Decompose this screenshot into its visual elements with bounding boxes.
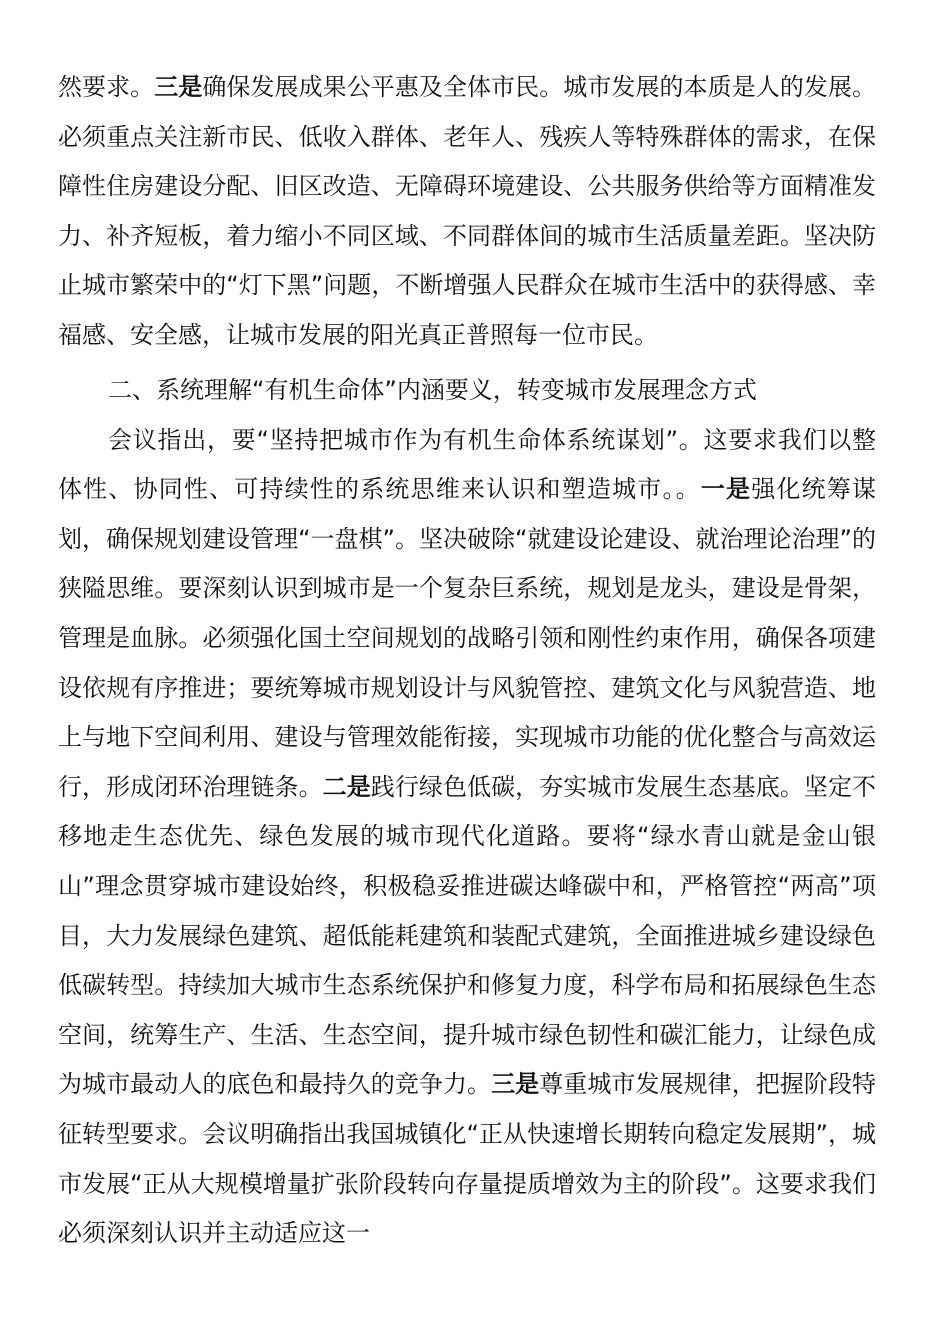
paragraph-2-point-1-text: 强化统筹谋划，确保规划建设管理“一盘棋”。坚决破除“就建设论建设、就治理论治理”的狭隘思维。要深刻认识到城市是一个复杂巨系统，规划是龙头，建设是骨架，管理是血脉。必须强化国土空间规划的战略引领和刚性约束作用，确保各项建设依规有序推进；要统筹城市规划设计与风貌管控、建筑文化与风貌营造、地上与地下空间利用、建设与管理效能衔接，实现城市功能的优化整合与高效运行，形成闭环治理链条。 bbox=[58, 475, 876, 801]
paragraph-1-bold-point-3: 三是 bbox=[154, 73, 203, 101]
paragraph-2-bold-point-3: 三是 bbox=[491, 1070, 540, 1099]
paragraph-2-point-3-text: 尊重城市发展规律，把握阶段特征转型要求。会议明确指出我国城镇化“正从快速增长期转向稳定发展期”，城市发展“正从大规模增量扩张阶段转向存量提质增效为主的阶段”。这要求我们必须深刻认识并主动适应这一 bbox=[58, 1070, 877, 1248]
paragraph-2-bold-point-1: 一是 bbox=[700, 475, 752, 504]
paragraph-continued bbox=[58, 63, 876, 361]
paragraph-2-intro: 会议指出，要“坚持把城市作为有机生命体系统谋划”。这要求我们以整体性、协同性、可持续性的系统思维来认识和塑造城市。。 bbox=[58, 425, 876, 504]
paragraph-1-text-start: 然要求。 bbox=[58, 73, 155, 101]
paragraph-section-2 bbox=[58, 416, 876, 1259]
section-heading-2: 二、系统理解“有机生命体”内涵要义，转变城市发展理念方式 bbox=[108, 376, 757, 404]
paragraph-2-point-2-text: 践行绿色低碳，夯实城市发展生态基底。坚定不移地走生态优先、绿色发展的城市现代化道路。要将“绿水青山就是金山银山”理念贯穿城市建设始终，积极稳妥推进碳达峰碳中和，严格管控“两高”项目，大力发展绿色建筑、超低能耗建筑和装配式建筑，全面推进城乡建设绿色低碳转型。持续加大城市生态系统保护和修复力度，科学布局和拓展绿色生态空间，统筹生产、生活、生态空间，提升城市绿色韧性和碳汇能力，让绿色成为城市最动人的底色和最持久的竞争力。 bbox=[58, 772, 877, 1099]
paragraph-2-bold-point-2: 二是 bbox=[322, 772, 371, 801]
paragraph-1-text: 确保发展成果公平惠及全体市民。城市发展的本质是人的发展。必须重点关注新市民、低收入群体、老年人、残疾人等特殊群体的需求，在保障性住房建设分配、旧区改造、无障碍环境建设、公共服务供给等方面精准发力、补齐短板，着力缩小不同区域、不同群体间的城市生活质量差距。坚决防止城市繁荣中的“灯下黑”问题，不断增强人民群众在城市生活中的获得感、幸福感、安全感，让城市发展的阳光真正普照每一位市民。 bbox=[58, 73, 877, 349]
